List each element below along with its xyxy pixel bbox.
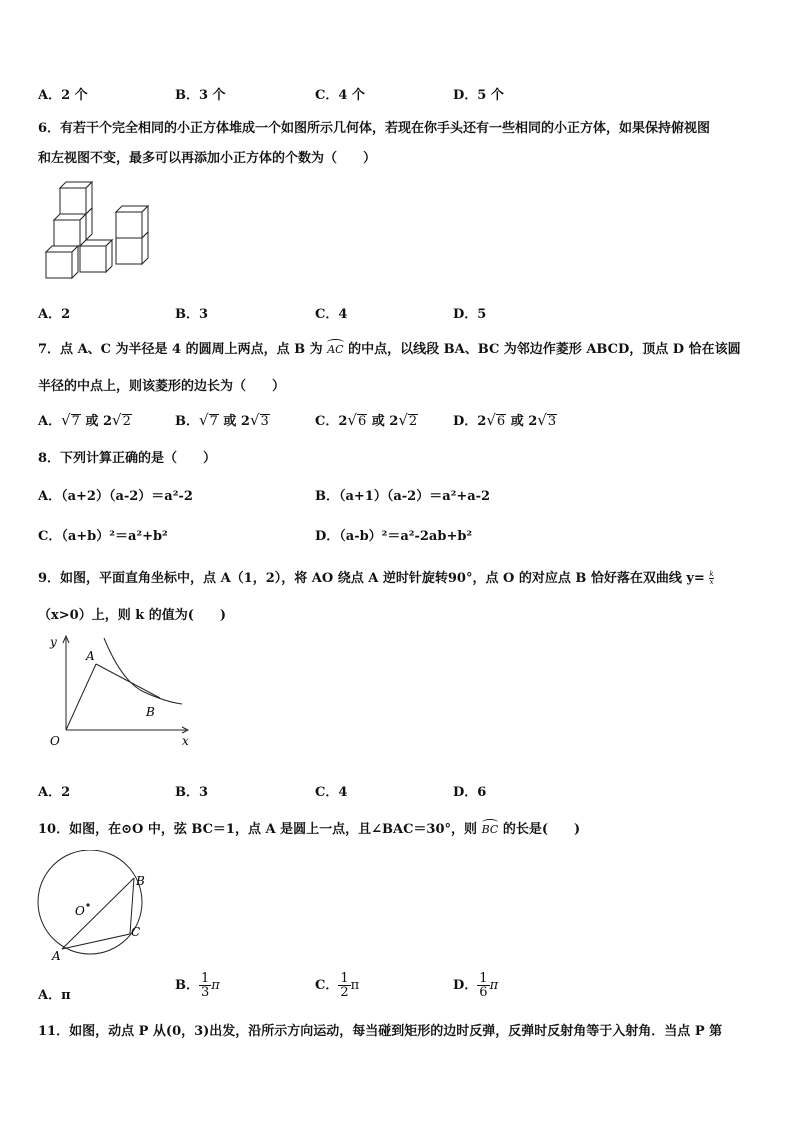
q9-coordinate-figure <box>36 632 196 752</box>
q6-option-b: B．3 <box>175 307 209 322</box>
q5-option-b: B．3 个 <box>175 88 226 103</box>
q9-option-c: C．4 <box>315 785 348 800</box>
q7-option-b: B．√7 或 2√3 <box>175 411 269 429</box>
q10-option-b: B． $\frac{1}{3}$ π <box>175 971 220 1000</box>
q9-option-a: A．2 <box>38 785 71 800</box>
q7-option-c: C．2√6 或 2√2 <box>315 411 418 429</box>
q7-text-line1 <box>38 338 741 357</box>
q8-text: 8．下列计算正确的是（ ） <box>38 451 217 466</box>
q10-label-b: B <box>136 874 145 888</box>
q10-label-a: A <box>52 949 61 963</box>
q9-label-o: O <box>50 734 60 748</box>
q10-arc-label: BC <box>481 823 499 836</box>
q5-option-a: A．2 个 <box>38 88 88 103</box>
q9-option-d: D．6 <box>453 785 487 800</box>
q9-fraction: $\frac{k}{x}$ <box>709 570 714 586</box>
q5-option-c: C．4 个 <box>315 88 365 103</box>
q7-arc-label: AC <box>327 343 344 356</box>
q10-option-d: D． $\frac{1}{6}$ π <box>453 971 499 1000</box>
q10-label-o: O <box>75 904 85 918</box>
q9-option-b: B．3 <box>175 785 209 800</box>
q7-option-d: D．2√6 或 2√3 <box>453 411 557 429</box>
q10-text: 10．如图，在⊙O 中，弦 BC＝1，点 A 是圆上一点，且∠BAC＝30°，则 BC 的长是( ) <box>38 822 581 837</box>
q6-text-line2: 和左视图不变，最多可以再添加小正方体的个数为（ ） <box>38 151 377 166</box>
q10-option-a: A．π <box>38 988 71 1003</box>
q9-text-line1: 9．如图，平面直角坐标中，点 A（1，2），将 AO 绕点 A 逆时针旋转90°，点 O 的对应点 B 恰好落在双曲线 y= $\frac{k}{x}$ <box>38 570 714 586</box>
q9-label-b: B <box>146 705 155 719</box>
q11-text: 11．如图，动点 P 从(0，3)出发，沿所示方向运动，每当碰到矩形的边时反弹，反弹时反射角等于入射角．当点 P 第 <box>38 1024 723 1039</box>
q6-option-a: A．2 <box>38 307 71 322</box>
q5-option-d: D．5 个 <box>453 88 504 103</box>
q8-option-b: B．（a+1）（a-2）＝a²+a-2 <box>315 489 491 504</box>
q9-label-x: x <box>182 734 189 748</box>
q7-text-a: 7．点 A、C 为半径是 4 的圆周上两点，点 B 为 <box>38 342 323 357</box>
q8-option-d: D．（a-b）²＝a²-2ab+b² <box>315 529 473 544</box>
q9-label-y: y <box>50 635 57 649</box>
q7-text-b: 的中点，以线段 BA、BC 为邻边作菱形 ABCD，顶点 D 恰在该圆 <box>348 342 741 357</box>
q8-option-a: A．（a+2）（a-2）＝a²-2 <box>38 489 193 504</box>
q6-option-c: C．4 <box>315 307 348 322</box>
q7-option-a: A．√7 或 2√2 <box>38 411 131 429</box>
q10-option-c: C． $\frac{1}{2}$ π <box>315 971 360 1000</box>
q6-cube-figure <box>40 176 156 288</box>
q9-label-a: A <box>86 649 95 663</box>
q8-option-c: C．（a+b）²＝a²+b² <box>38 529 168 544</box>
q10-circle-figure <box>30 850 160 966</box>
q9-text-line2: （x>0）上，则 k 的值为( ) <box>38 608 227 623</box>
q6-text-line1: 6．有若干个完全相同的小正方体堆成一个如图所示几何体，若现在你手头还有一些相同的小正方体，如果保持俯视图 <box>38 121 711 136</box>
q7-text-line2: 半径的中点上，则该菱形的边长为（ ） <box>38 379 286 394</box>
q10-label-c: C <box>131 925 141 939</box>
q6-option-d: D．5 <box>453 307 487 322</box>
